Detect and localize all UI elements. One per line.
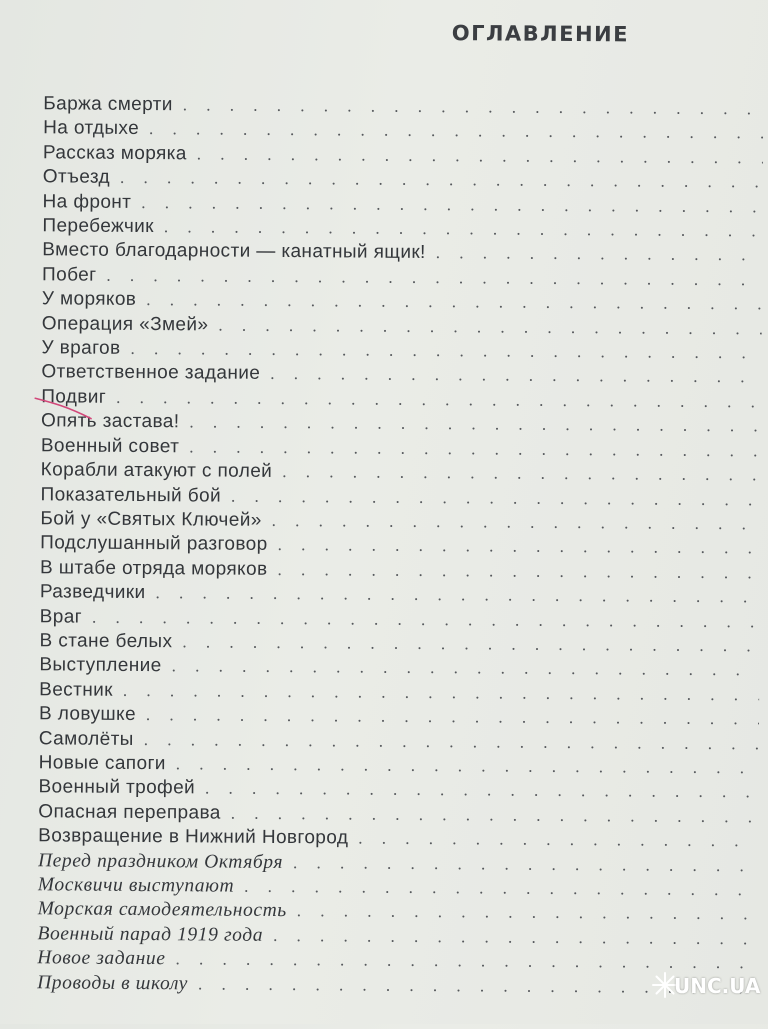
toc-entry-title: Новое задание xyxy=(37,947,166,970)
toc-entry-title: Вестник xyxy=(39,679,113,701)
toc-entry-title: Военный трофей xyxy=(38,776,196,799)
toc-entry-title: Операция «Змей» xyxy=(41,312,209,336)
toc-heading: ОГЛАВЛЕНИЕ xyxy=(451,21,630,47)
toc-entry-title: В штабе отряда моряков xyxy=(39,557,268,580)
toc-entry-title: Самолёты xyxy=(38,727,134,750)
pen-mark xyxy=(33,392,97,422)
toc-entry-title: У моряков xyxy=(41,288,137,311)
toc-entry-title: Подвиг xyxy=(41,386,107,408)
toc-entry-title: Морская самодеятельность xyxy=(37,898,287,922)
toc-list xyxy=(37,92,763,1000)
toc-entry-title: Рассказ моряка xyxy=(42,142,187,165)
toc-entry-title: Враг xyxy=(39,605,83,628)
toc-entry-title: У врагов xyxy=(41,337,121,359)
toc-entry-title: В ловушке xyxy=(38,703,137,726)
toc-entry-title: Ответственное задание xyxy=(41,361,261,385)
toc-entry-title: Перебежчик xyxy=(42,215,154,238)
toc-entry-title: В стане белых xyxy=(39,630,173,653)
toc-entry-title: Возвращение в Нижний Новгород xyxy=(38,825,349,849)
watermark-text: UNC.UA xyxy=(674,974,761,998)
toc-entry-title: Показательный бой xyxy=(40,483,222,507)
toc-entry-title: Баржа смерти xyxy=(43,93,173,116)
toc-entry-title: Выступление xyxy=(39,654,162,677)
toc-entry-title: Военный парад 1919 года xyxy=(37,923,264,946)
toc-entry-title: На фронт xyxy=(42,190,132,213)
toc-entry-title: Новые сапоги xyxy=(38,752,166,775)
toc-entry-title: Подслушанный разговор xyxy=(40,532,268,556)
toc-entry-title: Бой у «Святых Ключей» xyxy=(40,508,262,531)
toc-entry-title: Вместо благодарности — канатный ящик! xyxy=(42,239,426,264)
toc-entry-title: Разведчики xyxy=(39,581,146,604)
toc-entry-title: Проводы в школу xyxy=(37,971,189,994)
toc-entry-title: Опять застава! xyxy=(40,410,180,433)
toc-entry-title: Москвичи выступают xyxy=(37,874,235,897)
toc-entry-title: На отдыхе xyxy=(43,117,140,140)
toc-entry-title: Отъезд xyxy=(42,166,111,188)
toc-entry-title: Побег xyxy=(42,264,97,286)
site-watermark xyxy=(650,968,760,1012)
toc-entry-title: Опасная переправа xyxy=(38,801,221,824)
toc-entry-title: Корабли атакуют с полей xyxy=(40,459,273,483)
toc-entry-title: Перед праздником Октября xyxy=(37,849,284,873)
toc-entry-title: Военный совет xyxy=(40,434,180,457)
